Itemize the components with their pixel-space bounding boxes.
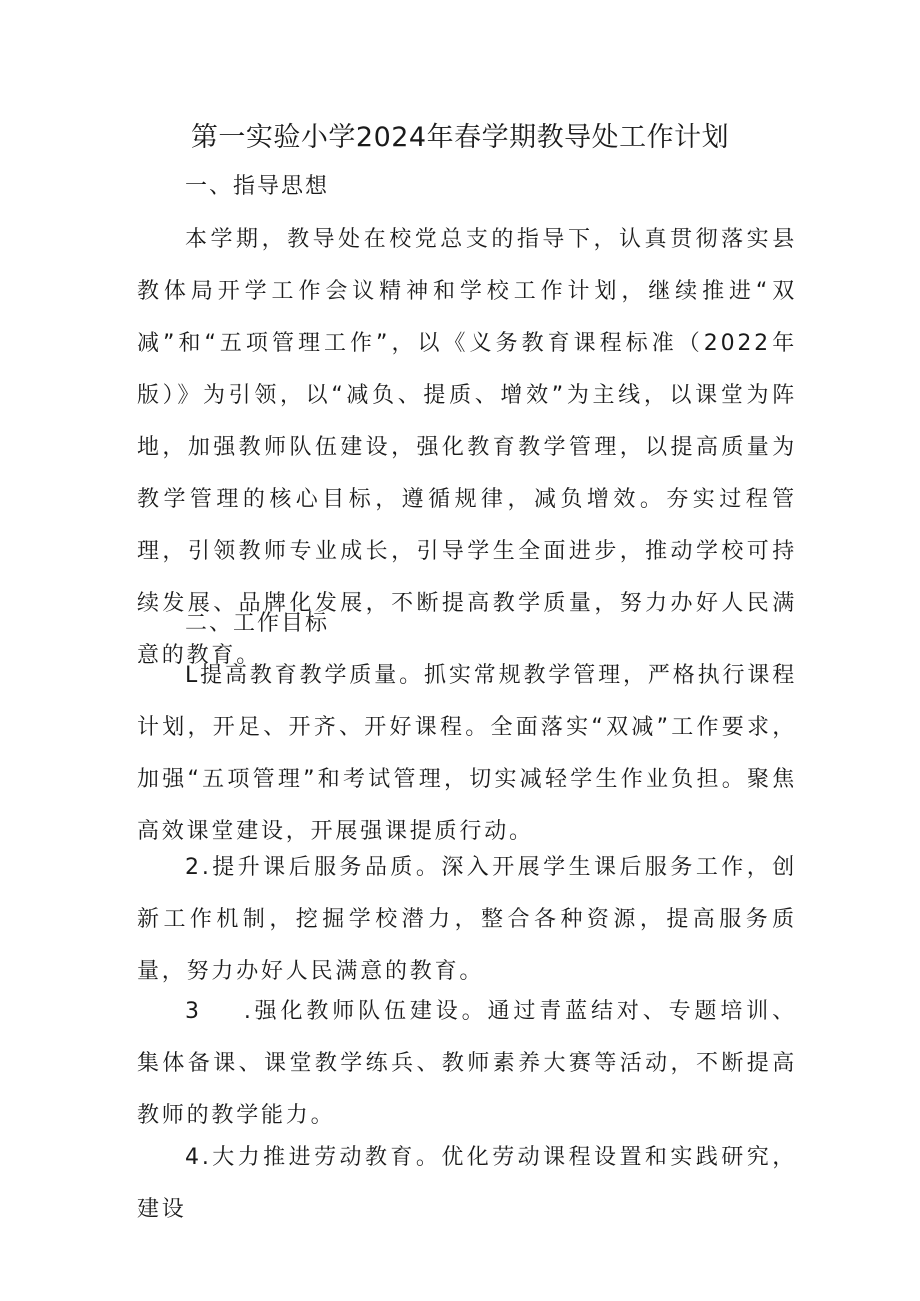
section-heading-guiding-ideology: 一、指导思想 bbox=[185, 174, 330, 199]
goal-item-number: 3 bbox=[185, 999, 202, 1024]
goal-item-text: .大力推进劳动教育。优化劳动课程设置和实践研究，建设 bbox=[137, 1145, 797, 1222]
goal-item-text: .强化教师队伍建设。通过青蓝结对、专题培训、集体备课、课堂教学练兵、教师素养大赛等活动，不断提高教师的教学能力。 bbox=[137, 999, 797, 1128]
goal-item-number: L bbox=[185, 663, 201, 688]
goal-item-text: 提高教育教学质量。抓实常规教学管理，严格执行课程计划，开足、开齐、开好课程。全面落实“双减”工作要求，加强“五项管理”和考试管理，切实减轻学生作业负担。聚焦高效课堂建设，开展强课提质行动。 bbox=[137, 663, 797, 844]
goal-item-2 bbox=[137, 842, 797, 1002]
section-heading-work-goals: 二、工作目标 bbox=[185, 611, 330, 636]
goal-item-1 bbox=[137, 650, 797, 860]
goal-item-4 bbox=[137, 1132, 797, 1222]
goal-item-number: 4 bbox=[185, 1145, 202, 1170]
paragraph-guiding-ideology: 本学期，教导处在校党总支的指导下，认真贯彻落实县教体局开学工作会议精神和学校工作计划，继续推进“双减”和“五项管理工作”，以《义务教育课程标准（2022年版）》为引领，以“减负、提质、增效”为主线，以课堂为阵地，加强教师队伍建设，强化教育教学管理，以提高质量为教学管理的核心目标，遵循规律，减负增效。夯实过程管理，引领教师专业成长，引导学生全面进步，推动学校可持续发展、品牌化发展，不断提高教学质量，努力办好人民满意的教育。 bbox=[137, 227, 797, 668]
goal-item-text: .提升课后服务品质。深入开展学生课后服务工作，创新工作机制，挖掘学校潜力，整合各种资源，提高服务质量，努力办好人民满意的教育。 bbox=[137, 855, 797, 984]
goal-item-number: 2 bbox=[185, 855, 202, 880]
document-title: 第一实验小学2024年春学期教导处工作计划 bbox=[190, 122, 730, 153]
goal-item-3 bbox=[137, 986, 797, 1146]
